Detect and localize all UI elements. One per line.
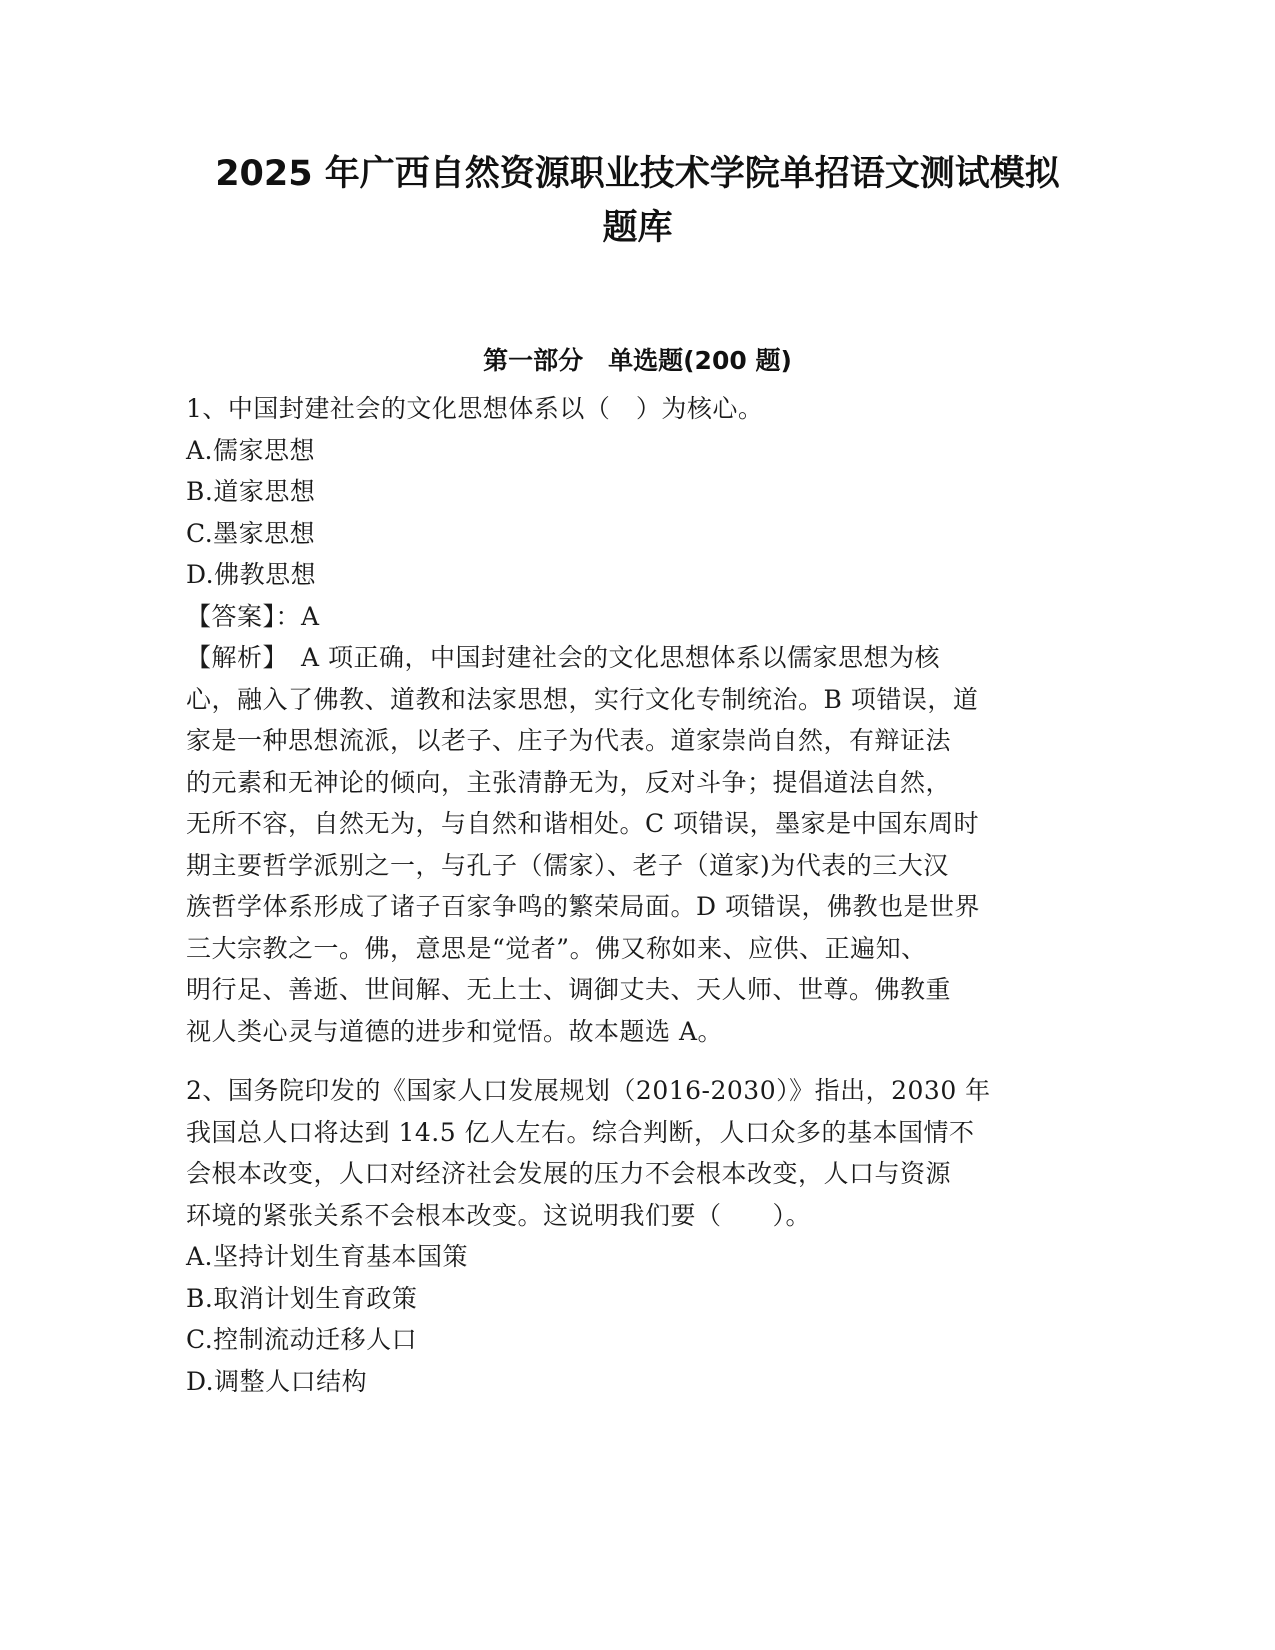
- question-2-option-c: C.控制流动迁移人口: [186, 1325, 418, 1354]
- question-1-analysis-line: 心，融入了佛教、道教和法家思想，实行文化专制统治。B 项错误，道: [186, 685, 979, 714]
- question-1-analysis-line: 无所不容，自然无为，与自然和谐相处。C 项错误，墨家是中国东周时: [186, 809, 980, 838]
- question-2-option-d: D.调整人口结构: [186, 1367, 368, 1396]
- document-title-line-1: 2025 年广西自然资源职业技术学院单招语文测试模拟: [215, 154, 1060, 194]
- question-1-answer: 【答案】：A: [186, 602, 320, 631]
- question-1-analysis-line: 的元素和无神论的倾向，主张清静无为，反对斗争；提倡道法自然，: [186, 768, 952, 797]
- question-1-option-a: A.儒家思想: [186, 436, 316, 465]
- question-2-stem-line: 会根本改变，人口对经济社会发展的压力不会根本改变，人口与资源: [186, 1159, 952, 1188]
- question-1-analysis-line: 视人类心灵与道德的进步和觉悟。故本题选 A。: [186, 1017, 724, 1046]
- question-1-option-d: D.佛教思想: [186, 560, 317, 589]
- question-1-stem: 1、中国封建社会的文化思想体系以（ ）为核心。: [186, 394, 764, 423]
- question-1-analysis-line: 三大宗教之一。佛，意思是“觉者”。佛又称如来、应供、正遍知、: [186, 934, 927, 963]
- question-2-option-b: B.取消计划生育政策: [186, 1284, 418, 1313]
- section-heading: 第一部分 单选题(200 题): [483, 346, 792, 375]
- question-2-option-a: A.坚持计划生育基本国策: [186, 1242, 469, 1271]
- question-1-analysis-line: 家是一种思想流派，以老子、庄子为代表。道家崇尚自然，有辩证法: [186, 726, 952, 755]
- question-1-analysis-line: 期主要哲学派别之一，与孔子（儒家）、老子（道家)为代表的三大汉: [186, 851, 949, 880]
- question-2-stem-line: 环境的紧张关系不会根本改变。这说明我们要（ ）。: [186, 1201, 812, 1230]
- question-1-analysis-line: 族哲学体系形成了诸子百家争鸣的繁荣局面。D 项错误，佛教也是世界: [186, 892, 980, 921]
- question-2-stem-line: 2、国务院印发的《国家人口发展规划（2016-2030）》指出，2030 年: [186, 1076, 991, 1105]
- question-2-stem-line: 我国总人口将达到 14.5 亿人左右。综合判断，人口众多的基本国情不: [186, 1118, 975, 1147]
- question-1-analysis-line: 【解析】 A 项正确，中国封建社会的文化思想体系以儒家思想为核: [186, 643, 941, 672]
- question-1-option-c: C.墨家思想: [186, 519, 316, 548]
- document-title-line-2: 题库: [602, 208, 673, 248]
- question-1-option-b: B.道家思想: [186, 477, 316, 506]
- question-1-analysis-line: 明行足、善逝、世间解、无上士、调御丈夫、天人师、世尊。佛教重: [186, 975, 952, 1004]
